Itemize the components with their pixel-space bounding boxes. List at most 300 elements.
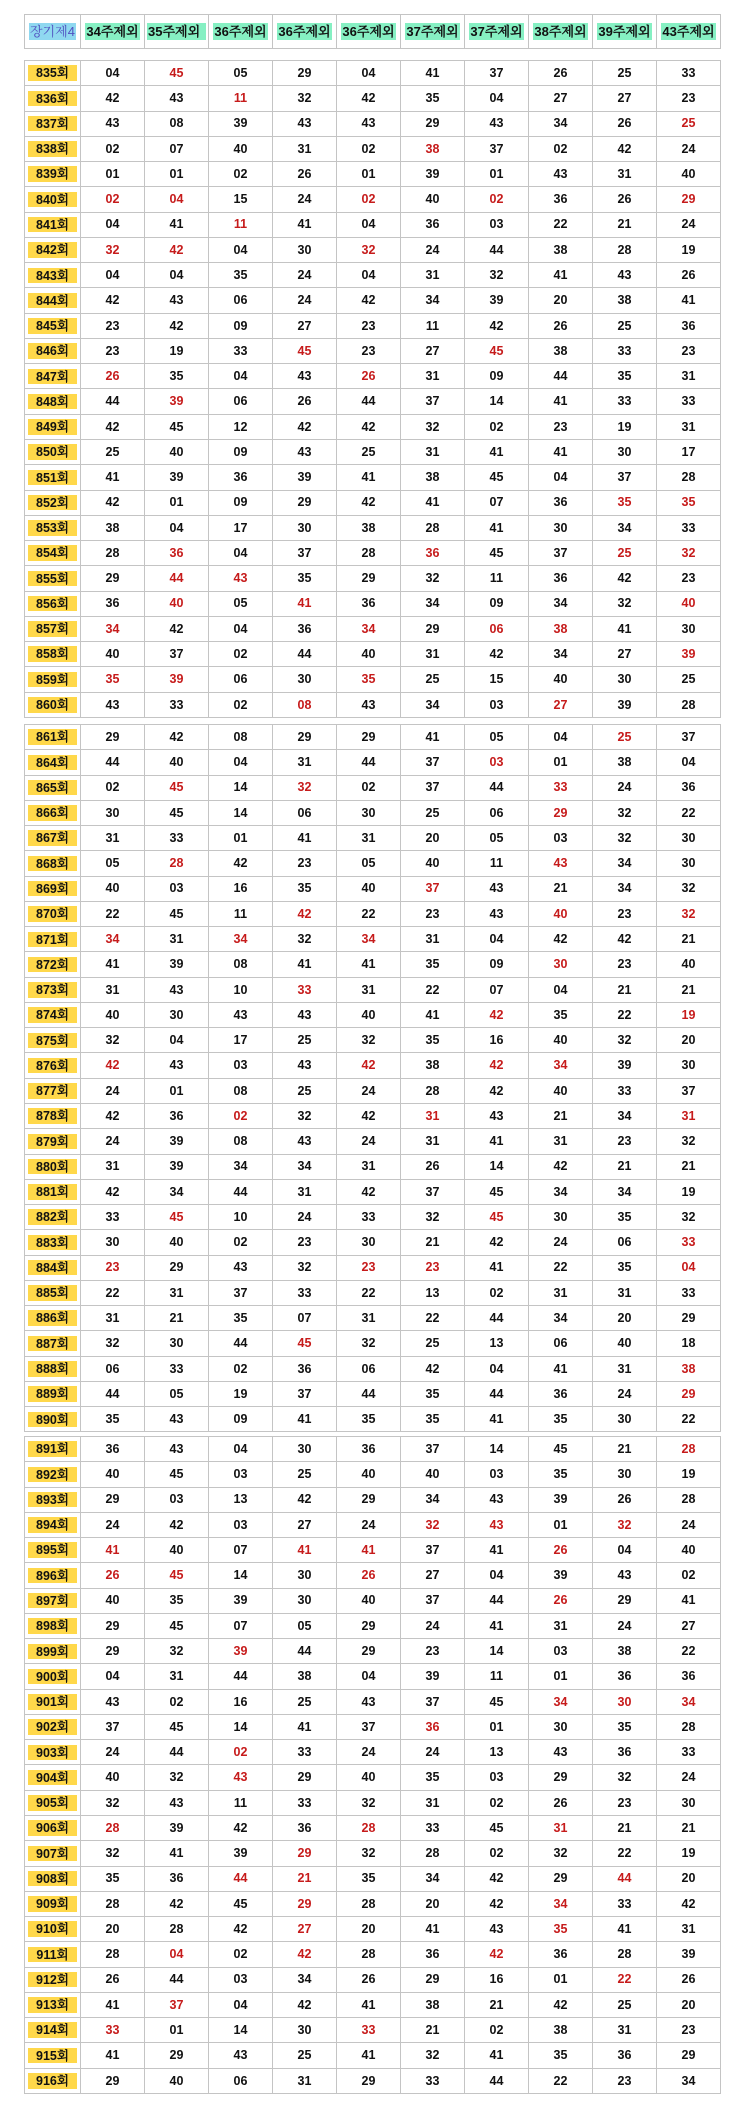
number-cell: 27 [273,313,337,338]
number-cell: 01 [465,162,529,187]
number-cell: 36 [273,1356,337,1381]
draw-number-label: 904회 [28,1770,77,1786]
highlighted-number-cell: 45 [145,61,209,86]
highlighted-number-cell: 37 [401,876,465,901]
number-cell: 23 [337,338,401,363]
number-cell: 02 [209,1356,273,1381]
number-cell: 35 [209,263,273,288]
number-cell: 28 [657,465,721,490]
number-cell: 17 [657,439,721,464]
number-cell: 30 [273,2018,337,2043]
highlighted-number-cell: 33 [337,2018,401,2043]
number-cell: 44 [209,1664,273,1689]
number-cell: 43 [465,1487,529,1512]
number-cell: 36 [657,775,721,800]
number-cell: 41 [337,2043,401,2068]
number-cell: 23 [593,901,657,926]
number-cell: 32 [145,1639,209,1664]
highlighted-number-cell: 26 [529,1588,593,1613]
draw-number-label: 885회 [28,1285,77,1301]
number-cell: 11 [465,851,529,876]
number-cell: 33 [401,2068,465,2093]
draw-number-label: 879회 [28,1134,77,1150]
highlighted-number-cell: 33 [529,775,593,800]
number-cell: 34 [593,1103,657,1128]
number-cell: 43 [81,111,145,136]
number-cell: 35 [273,876,337,901]
number-cell: 19 [209,1381,273,1406]
draw-label-cell [25,515,81,540]
draw-number-label: 889회 [28,1386,77,1402]
highlighted-number-cell: 25 [593,541,657,566]
draw-number-label: 901회 [28,1694,77,1710]
number-cell: 23 [529,414,593,439]
number-cell: 05 [337,851,401,876]
number-cell: 42 [273,1487,337,1512]
number-cell: 38 [401,465,465,490]
draw-number-label: 899회 [28,1644,77,1660]
number-cell: 19 [657,1462,721,1487]
number-cell: 31 [401,364,465,389]
number-cell: 43 [145,1053,209,1078]
number-cell: 02 [465,1280,529,1305]
number-cell: 30 [593,667,657,692]
draw-number-label: 893회 [28,1492,77,1508]
number-cell: 19 [657,237,721,262]
number-cell: 27 [657,1613,721,1638]
draw-label-cell [25,1942,81,1967]
number-cell: 22 [593,1841,657,1866]
highlighted-number-cell: 45 [273,1331,337,1356]
highlighted-number-cell: 44 [593,1866,657,1891]
draw-label-cell [25,237,81,262]
number-cell: 42 [465,1866,529,1891]
number-cell: 40 [337,642,401,667]
number-cell: 33 [273,1740,337,1765]
number-cell: 14 [465,1437,529,1462]
number-cell: 20 [401,1891,465,1916]
highlighted-number-cell: 45 [465,1205,529,1230]
number-cell: 05 [465,826,529,851]
draw-label-cell [25,750,81,775]
draw-label-cell [25,667,81,692]
number-cell: 38 [401,1992,465,2017]
number-cell: 24 [273,263,337,288]
table-row [25,1205,721,1230]
number-cell: 07 [209,1613,273,1638]
number-cell: 03 [465,212,529,237]
number-cell: 29 [401,111,465,136]
number-cell: 39 [145,1129,209,1154]
number-cell: 09 [465,591,529,616]
draw-number-label: 884회 [28,1260,77,1276]
draw-number-label: 870회 [28,906,77,922]
number-cell: 29 [593,1588,657,1613]
highlighted-number-cell: 39 [145,667,209,692]
number-cell: 34 [529,642,593,667]
number-cell: 24 [273,187,337,212]
number-cell: 33 [401,1815,465,1840]
column-header [465,15,529,49]
draw-number-label: 858회 [28,646,77,662]
draw-label-cell [25,1538,81,1563]
number-cell: 20 [337,1917,401,1942]
draw-number-label: 841회 [28,217,77,233]
highlighted-number-cell: 34 [81,616,145,641]
number-cell: 43 [273,1053,337,1078]
number-cell: 31 [273,2068,337,2093]
table-row [25,313,721,338]
table-row [25,1639,721,1664]
number-cell: 04 [145,1028,209,1053]
number-cell: 24 [529,1230,593,1255]
number-cell: 36 [273,616,337,641]
number-cell: 22 [81,1280,145,1305]
number-cell: 20 [593,1306,657,1331]
draw-number-label: 851회 [28,470,77,486]
table-row [25,263,721,288]
highlighted-number-cell: 34 [529,1891,593,1916]
number-cell: 42 [465,1891,529,1916]
number-cell: 24 [337,1078,401,1103]
draw-label-cell [25,61,81,86]
number-cell: 21 [657,927,721,952]
number-cell: 02 [465,414,529,439]
number-cell: 22 [657,1407,721,1432]
number-cell: 23 [657,566,721,591]
number-cell: 32 [529,1841,593,1866]
number-cell: 43 [145,977,209,1002]
number-cell: 26 [593,111,657,136]
highlighted-number-cell: 41 [337,1538,401,1563]
highlighted-number-cell: 22 [593,1967,657,1992]
number-cell: 32 [657,876,721,901]
draw-label-cell [25,1407,81,1432]
number-cell: 30 [593,439,657,464]
number-cell: 41 [401,1002,465,1027]
number-cell: 31 [81,826,145,851]
number-cell: 13 [209,1487,273,1512]
number-cell: 36 [529,566,593,591]
table-row [25,1765,721,1790]
draw-number-label: 849회 [28,419,77,435]
draw-number-label: 906회 [28,1820,77,1836]
number-cell: 14 [209,1714,273,1739]
number-cell: 43 [337,692,401,717]
number-cell: 24 [657,1765,721,1790]
number-cell: 08 [145,111,209,136]
number-cell: 04 [209,237,273,262]
number-cell: 25 [401,667,465,692]
number-cell: 01 [529,750,593,775]
number-cell: 35 [593,364,657,389]
number-cell: 41 [657,288,721,313]
draw-label-cell [25,1992,81,2017]
draw-label-cell [25,977,81,1002]
draw-number-label: 865회 [28,780,77,796]
number-cell: 30 [529,1205,593,1230]
highlighted-number-cell: 45 [465,338,529,363]
number-cell: 31 [145,927,209,952]
number-cell: 30 [657,851,721,876]
draw-number-label: 880회 [28,1159,77,1175]
number-cell: 42 [337,1179,401,1204]
draw-table-section-1 [24,60,721,718]
number-cell: 43 [209,1255,273,1280]
number-cell: 03 [145,1487,209,1512]
table-row [25,1407,721,1432]
number-cell: 21 [465,1992,529,2017]
number-cell: 34 [273,1967,337,1992]
number-cell: 03 [465,692,529,717]
highlighted-number-cell: 04 [145,1942,209,1967]
number-cell: 04 [209,541,273,566]
highlighted-number-cell: 39 [209,1639,273,1664]
number-cell: 32 [81,1790,145,1815]
highlighted-number-cell: 39 [145,389,209,414]
number-cell: 29 [657,1306,721,1331]
column-header-label: 36주제외 [278,24,331,39]
number-cell: 36 [145,1103,209,1128]
number-cell: 02 [209,642,273,667]
number-cell: 40 [145,439,209,464]
number-cell: 29 [337,2068,401,2093]
draw-label-cell [25,1891,81,1916]
number-cell: 24 [81,1512,145,1537]
number-cell: 02 [529,136,593,161]
number-cell: 37 [593,465,657,490]
draw-number-label: 916회 [28,2073,77,2089]
number-cell: 41 [465,1407,529,1432]
number-cell: 34 [401,591,465,616]
draw-number-label: 903회 [28,1745,77,1761]
number-cell: 31 [145,1664,209,1689]
draw-label-cell [25,1917,81,1942]
number-cell: 22 [657,1639,721,1664]
number-cell: 38 [529,237,593,262]
draw-number-label: 882회 [28,1209,77,1225]
number-cell: 31 [81,977,145,1002]
number-cell: 40 [337,1462,401,1487]
number-cell: 35 [401,952,465,977]
number-cell: 42 [81,288,145,313]
number-cell: 04 [337,61,401,86]
draw-number-label: 857회 [28,621,77,637]
number-cell: 43 [465,876,529,901]
highlighted-number-cell: 41 [273,1538,337,1563]
table-row [25,1437,721,1462]
draw-number-label: 872회 [28,957,77,973]
number-cell: 20 [81,1917,145,1942]
table-row [25,1689,721,1714]
table-row [25,338,721,363]
number-cell: 21 [593,1437,657,1462]
number-cell: 04 [529,725,593,750]
number-cell: 39 [401,1664,465,1689]
number-cell: 20 [657,1866,721,1891]
draw-number-label: 845회 [28,318,77,334]
number-cell: 26 [529,1790,593,1815]
number-cell: 32 [273,86,337,111]
number-cell: 42 [657,1891,721,1916]
number-cell: 07 [465,490,529,515]
highlighted-number-cell: 32 [81,237,145,262]
number-cell: 43 [529,1740,593,1765]
number-cell: 25 [337,439,401,464]
draw-number-label: 864회 [28,755,77,771]
number-cell: 23 [593,2068,657,2093]
highlighted-number-cell: 38 [657,1356,721,1381]
number-cell: 42 [81,490,145,515]
highlighted-number-cell: 32 [657,541,721,566]
number-cell: 27 [593,642,657,667]
corner-header-cell [25,15,81,49]
number-cell: 01 [145,2018,209,2043]
draw-number-label: 868회 [28,856,77,872]
highlighted-number-cell: 42 [145,237,209,262]
highlighted-number-cell: 43 [209,566,273,591]
number-cell: 02 [209,1230,273,1255]
number-cell: 41 [337,1992,401,2017]
number-cell: 43 [529,162,593,187]
number-cell: 31 [657,1917,721,1942]
number-cell: 42 [81,1179,145,1204]
number-cell: 30 [593,1462,657,1487]
number-cell: 36 [81,591,145,616]
number-cell: 29 [529,1866,593,1891]
number-cell: 04 [593,1538,657,1563]
number-cell: 24 [337,1512,401,1537]
number-cell: 16 [209,876,273,901]
table-row [25,541,721,566]
column-header [145,15,209,49]
number-cell: 38 [81,515,145,540]
number-cell: 37 [401,775,465,800]
number-cell: 22 [337,901,401,926]
number-cell: 27 [593,86,657,111]
draw-number-label: 869회 [28,881,77,897]
number-cell: 42 [209,851,273,876]
number-cell: 21 [657,977,721,1002]
column-header [401,15,465,49]
number-cell: 01 [529,1512,593,1537]
number-cell: 01 [81,162,145,187]
number-cell: 41 [273,1407,337,1432]
number-cell: 42 [529,927,593,952]
table-row [25,1967,721,1992]
number-cell: 36 [657,1664,721,1689]
number-cell: 43 [209,1002,273,1027]
number-cell: 32 [273,1103,337,1128]
number-cell: 43 [465,111,529,136]
number-cell: 37 [401,1689,465,1714]
number-cell: 40 [337,1002,401,1027]
number-cell: 24 [593,1381,657,1406]
number-cell: 28 [593,237,657,262]
number-cell: 08 [209,1129,273,1154]
number-cell: 41 [465,2043,529,2068]
table-row [25,725,721,750]
draw-number-label: 876회 [28,1058,77,1074]
draw-number-label: 895회 [28,1542,77,1558]
number-cell: 36 [593,1740,657,1765]
draw-number-label: 842회 [28,242,77,258]
number-cell: 33 [593,389,657,414]
number-cell: 30 [81,800,145,825]
number-cell: 43 [273,1002,337,1027]
table-row [25,952,721,977]
number-cell: 08 [209,725,273,750]
number-cell: 31 [337,1306,401,1331]
number-cell: 36 [337,591,401,616]
number-cell: 45 [465,1815,529,1840]
draw-number-label: 860회 [28,697,77,713]
number-cell: 20 [657,1028,721,1053]
number-cell: 41 [81,952,145,977]
number-cell: 32 [401,1205,465,1230]
draw-number-label: 900회 [28,1669,77,1685]
draw-label-cell [25,1967,81,1992]
highlighted-number-cell: 23 [81,1255,145,1280]
number-cell: 38 [593,750,657,775]
number-cell: 29 [81,2068,145,2093]
draw-number-label: 878회 [28,1108,77,1124]
number-cell: 30 [273,237,337,262]
number-cell: 02 [465,1841,529,1866]
number-cell: 09 [209,490,273,515]
number-cell: 37 [657,1078,721,1103]
number-cell: 03 [529,1639,593,1664]
number-cell: 01 [145,1078,209,1103]
number-cell: 28 [337,1942,401,1967]
number-cell: 37 [209,1280,273,1305]
draw-number-label: 896회 [28,1568,77,1584]
number-cell: 43 [145,86,209,111]
number-cell: 43 [465,1917,529,1942]
number-cell: 42 [593,566,657,591]
highlighted-number-cell: 30 [593,1689,657,1714]
number-cell: 29 [273,725,337,750]
highlighted-number-cell: 45 [145,1563,209,1588]
number-cell: 38 [273,1664,337,1689]
number-cell: 39 [401,162,465,187]
number-cell: 17 [209,1028,273,1053]
number-cell: 01 [529,1664,593,1689]
number-cell: 40 [337,1765,401,1790]
number-cell: 08 [209,1078,273,1103]
draw-number-label: 847회 [28,369,77,385]
number-cell: 11 [209,1790,273,1815]
number-cell: 06 [593,1230,657,1255]
draw-table-section-2 [24,724,721,1432]
number-cell: 32 [145,1765,209,1790]
draw-number-label: 915회 [28,2048,77,2064]
draw-label-cell [25,1512,81,1537]
highlighted-number-cell: 41 [81,1538,145,1563]
number-cell: 03 [529,826,593,851]
number-cell: 35 [401,1407,465,1432]
number-cell: 31 [401,642,465,667]
number-cell: 44 [337,1381,401,1406]
number-cell: 43 [593,263,657,288]
draw-label-cell [25,1230,81,1255]
table-row [25,414,721,439]
number-cell: 42 [465,1078,529,1103]
number-cell: 42 [529,1992,593,2017]
table-row [25,1538,721,1563]
number-cell: 31 [145,1280,209,1305]
draw-number-label: 867회 [28,830,77,846]
